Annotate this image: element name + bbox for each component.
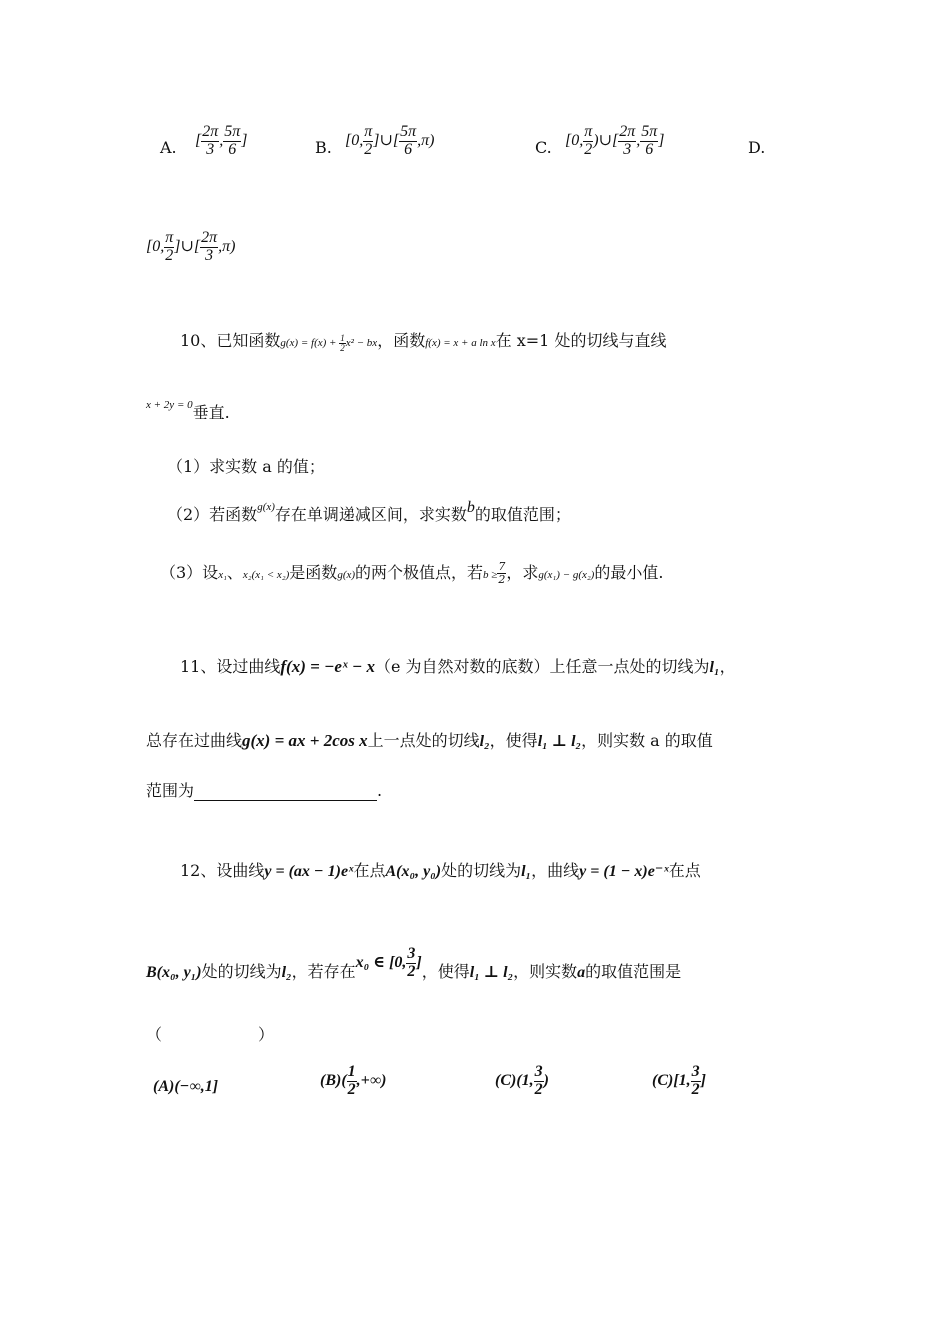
q10-line-eq: x + 2y = 0 [146, 399, 193, 411]
q10-part1: （1）求实数 a 的值； [167, 457, 325, 476]
answer-blank[interactable] [194, 786, 377, 801]
option-c-label: C. [535, 138, 552, 157]
option-b-label: B. [315, 138, 332, 157]
q12-option-d: (C)[1, $\frac{3}{2}$ ] [652, 1063, 706, 1098]
q9-options-row [160, 138, 177, 157]
q11-line1: 11、设过曲线f(x) = −eˣ − x（e 为自然对数的底数）上任意一点处的切线为l₁， [180, 657, 736, 676]
q10-line1: 10、已知函数g(x) = f(x) + $\frac{1}{2}$ x² − bx，函数f(x) = x + a ln x在 x=1 处的切线与直线 [180, 331, 667, 353]
q10-part2: （2）若函数$^{g(x)}$存在单调递减区间，求实数b的取值范围； [167, 499, 571, 524]
option-a-label: A. [160, 138, 177, 157]
q12-option-c: (C)(1, $\frac{3}{2}$ ) [495, 1063, 549, 1098]
option-d-label: D. [748, 138, 766, 157]
q11-line2: 总存在过曲线g(x) = ax + 2cos x上一点处的切线l₂，使得l₁ ⊥ l₂，则实数 a 的取值 [146, 731, 713, 750]
q11-line3: 范围为 . [146, 781, 383, 800]
q12-answer-paren: （ ） [146, 1025, 275, 1044]
q10-part3: （3）设x₁、x₂(x₁ < x₂)是函数g(x)的两个极值点，若b ≥ $\frac{7}{2}$ ，求g(x₁) − g(x₂)的最小值. [160, 560, 664, 586]
q12-line1: 12、设曲线y = (ax − 1)eˣ在点A(x₀, y₀)处的切线为l₁，曲线y = (1 − x)e⁻ˣ在点 [180, 861, 701, 880]
q11-g-def: g(x) = ax + 2cos x [242, 731, 368, 750]
option-a-math: [ $\frac{2\pi}{3}$ , $\frac{5\pi}{6}$ ] [195, 123, 248, 158]
q10-f-def: f(x) = x + a ln x [425, 337, 496, 349]
option-c-math: [0, $\frac{\pi}{2}$ )∪[ $\frac{2\pi}{3}$ , $\frac{5\pi}{6}$ ] [565, 123, 665, 158]
q10-line2 [146, 400, 230, 423]
q12-option-b: (B)( $\frac{1}{2}$ ,+∞) [320, 1063, 387, 1098]
q10-perp-text: 垂直. [192, 403, 230, 422]
q11-f-def: f(x) = −eˣ − x [280, 657, 375, 676]
option-b-math: [0, $\frac{\pi}{2}$ ]∪[ $\frac{5\pi}{6}$ ,π) [345, 123, 435, 158]
q12-line2: B(x₀, y₁)处的切线为l₂，若存在x₀ ∈ [0, $\frac{3}{2}$ ]，使得l₁ ⊥ l₂，则实数a的取值范围是 [146, 945, 682, 981]
q10-g-def: g(x) = f(x) + $\frac{1}{2}$ x² − bx [280, 332, 378, 353]
option-d-math: [0, $\frac{\pi}{2}$ ]∪[ $\frac{2\pi}{3}$ ,π) [146, 229, 236, 264]
q12-condition: x₀ ∈ [0, $\frac{3}{2}$ ] [355, 945, 422, 980]
q12-option-a: (A)(−∞,1] [153, 1078, 219, 1095]
q10-intro: 10、已知函数 [180, 331, 281, 350]
